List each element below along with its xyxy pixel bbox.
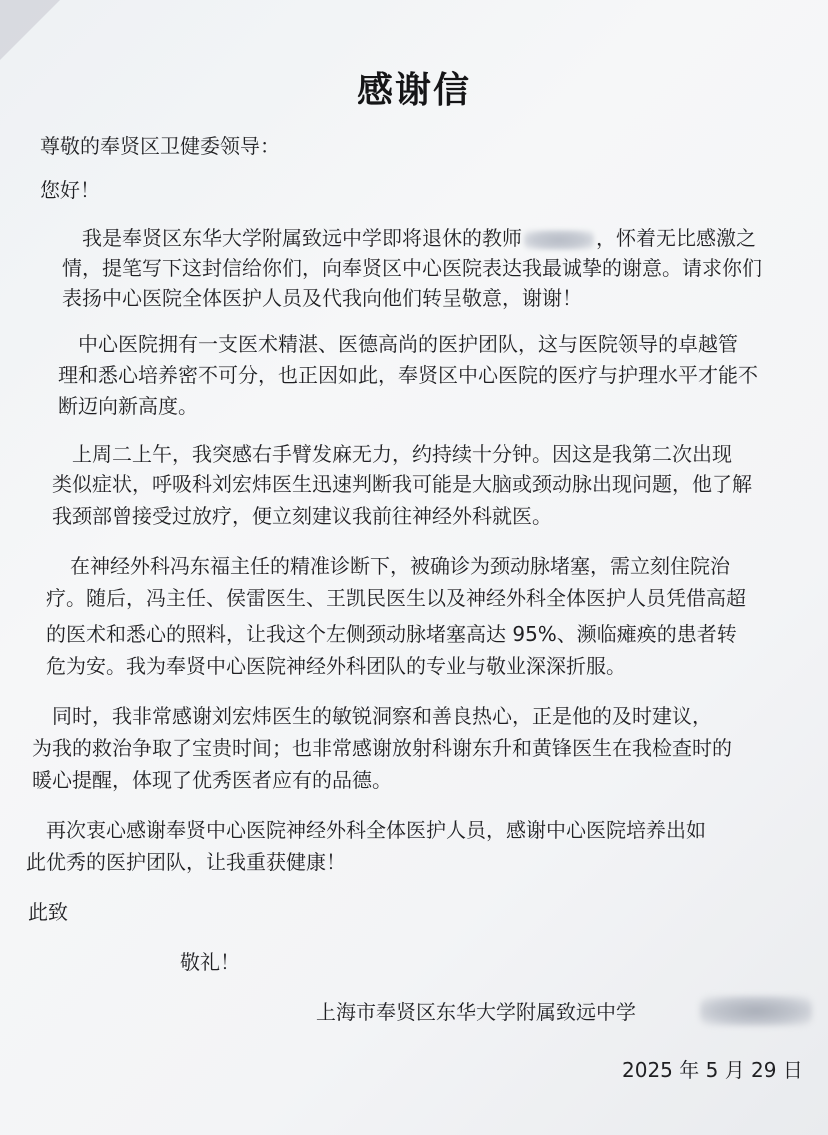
greeting: 您好！ <box>40 178 100 202</box>
paragraph-1-line-1 <box>82 228 756 250</box>
salutation: 尊敬的奉贤区卫健委领导： <box>40 134 280 158</box>
paragraph-4-line-1: 在神经外科冯东福主任的精准诊断下，被确诊为颈动脉堵塞，需立刻住院治 <box>70 554 730 578</box>
p1-text-b: ，怀着无比感激之 <box>596 226 756 250</box>
redacted-name <box>524 230 594 250</box>
letter-date: 2025 年 5 月 29 日 <box>622 1058 803 1082</box>
paragraph-4-line-2: 疗。随后，冯主任、侯雷医生、王凯民医生以及神经外科全体医护人员凭借高超 <box>46 586 746 610</box>
paragraph-3-line-1: 上周二上午，我突感右手臂发麻无力，约持续十分钟。因这是我第二次出现 <box>72 442 732 466</box>
paragraph-1-line-2: 情，提笔写下这封信给你们，向奉贤区中心医院表达我最诚挚的谢意。请求你们 <box>62 256 762 280</box>
p1-text-a: 我是奉贤区东华大学附属致远中学即将退休的教师 <box>82 226 522 250</box>
paragraph-5-line-3: 暖心提醒，体现了优秀医者应有的品德。 <box>32 768 392 792</box>
paragraph-3-line-2: 类似症状，呼吸科刘宏炜医生迅速判断我可能是大脑或颈动脉出现问题，他了解 <box>52 472 752 496</box>
paragraph-4-line-3: 的医术和悉心的照料，让我这个左侧颈动脉堵塞高达 95%、濒临瘫痪的患者转 <box>46 622 737 646</box>
paragraph-5-line-1: 同时，我非常感谢刘宏炜医生的敏锐洞察和善良热心，正是他的及时建议， <box>52 704 712 728</box>
signature-school: 上海市奉贤区东华大学附属致远中学 <box>316 1000 636 1024</box>
closing-jingli: 敬礼！ <box>180 950 240 974</box>
closing-cizhi: 此致 <box>28 900 68 924</box>
paragraph-6-line-2: 此优秀的医护团队，让我重获健康！ <box>26 850 346 874</box>
letter-title: 感谢信 <box>356 70 471 111</box>
paragraph-4-line-4: 危为安。我为奉贤中心医院神经外科团队的专业与敬业深深折服。 <box>46 654 626 678</box>
paragraph-3-line-3: 我颈部曾接受过放疗，便立刻建议我前往神经外科就医。 <box>52 504 552 528</box>
paper-shadow <box>0 0 60 60</box>
redacted-signature <box>700 996 812 1026</box>
paragraph-1-line-3: 表扬中心医院全体医护人员及代我向他们转呈敬意，谢谢！ <box>62 286 582 310</box>
paragraph-5-line-2: 为我的救治争取了宝贵时间；也非常感谢放射科谢东升和黄锋医生在我检查时的 <box>32 736 732 760</box>
paragraph-2-line-3: 断迈向新高度。 <box>58 394 198 418</box>
paragraph-2-line-1: 中心医院拥有一支医术精湛、医德高尚的医护团队，这与医院领导的卓越管 <box>78 332 738 356</box>
paragraph-6-line-1: 再次衷心感谢奉贤中心医院神经外科全体医护人员，感谢中心医院培养出如 <box>46 818 706 842</box>
paragraph-2-line-2: 理和悉心培养密不可分，也正因如此，奉贤区中心医院的医疗与护理水平才能不 <box>58 363 758 387</box>
